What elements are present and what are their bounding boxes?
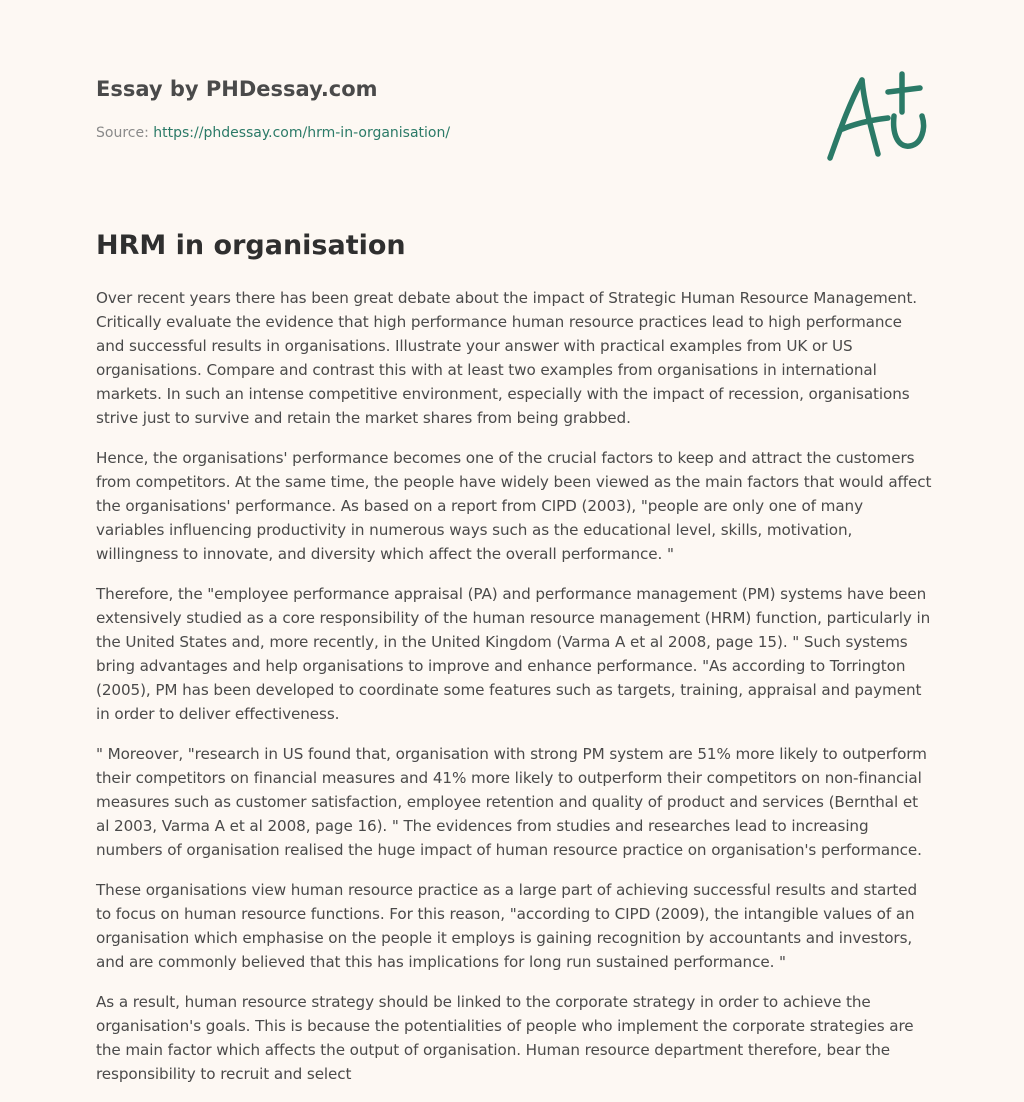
page-header [96,74,928,174]
paragraph: Therefore, the "employee performance appraisal (PA) and performance management (PM) systems have been extensively studied as a core responsibility of the human resource management (HRM) function, particularly in the United States and, more recently, in the United Kingdom (Varma A et al 2008, page 15). " Such systems bring advantages and help organisations to improve and enhance performance. "As according to Torrington (2005), PM has been developed to coordinate some features such as targets, training, appraisal and payment in order to deliver effectiveness. [96,585,931,723]
paragraph: " Moreover, "research in US found that, organisation with strong PM system are 51% more likely to outperform their competitors on financial measures and 41% more likely to outperform their competitors on non-financial measures such as customer satisfaction, employee retention and quality of product and services (Bernthal et al 2003, Varma A et al 2008, page 16). " The evidences from studies and researches lead to increasing numbers of organisation realised the huge impact of human resource practice on organisation's performance. [96,745,927,859]
paragraph: Over recent years there has been great debate about the impact of Strategic Human Resource Management. Critically evaluate the evidence that high performance human resource practices lead to high performance and successful results in organisations. Illustrate your answer with practical examples from UK or US organisations. Compare and contrast this with at least two examples from organisations in international markets. In such an intense competitive environment, especially with the impact of recession, organisations strive just to survive and retain the market shares from being grabbed. [96,289,918,427]
paragraph: Hence, the organisations' performance becomes one of the crucial factors to keep and attract the customers from competitors. At the same time, the people have widely been viewed as the main factors that would affect the organisations' performance. As based on a report from CIPD (2003), "people are only one of many variables influencing productivity in numerous ways such as the educational level, skills, motivation, willingness to innovate, and diversity which affect the overall performance. " [96,449,932,563]
source-link[interactable]: https://phdessay.com/hrm-in-organisation/ [153,125,451,141]
site-brand: Essay by PHDessay.com [96,77,378,101]
paragraph: As a result, human resource strategy should be linked to the corporate strategy in order to achieve the organisation's goals. This is because the potentialities of people who implement the corporate strategies are the main factor which affects the output of organisation. Human resource department therefore, bear the responsibility to recruit and select [96,993,914,1083]
paragraph: These organisations view human resource practice as a large part of achieving successful results and started to focus on human resource functions. For this reason, "according to CIPD (2009), the intangible values of an organisation which emphasise on the people it employs is gaining recognition by accountants and investors, and are commonly believed that this has implications for long run sustained performance. " [96,881,917,971]
source-label: Source: [96,125,149,141]
article-body [96,286,932,1102]
source-line [96,123,450,143]
article-title: HRM in organisation [96,230,406,261]
a-plus-logo-icon [822,66,932,166]
